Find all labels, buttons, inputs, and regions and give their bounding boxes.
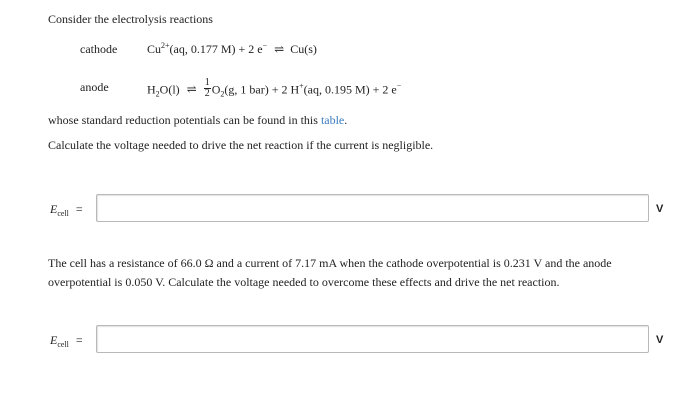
cathode-species: Cu: [147, 42, 162, 56]
ecell-label-1: [50, 202, 83, 217]
oxygen-species: O: [211, 82, 221, 97]
cathode-charge: 2+: [161, 41, 170, 50]
anode-reactant-post: O(l): [159, 82, 180, 97]
hydrogen-charge: +: [299, 81, 304, 91]
table-link[interactable]: table: [320, 113, 345, 127]
equilibrium-arrow-icon: ⇌: [186, 82, 196, 97]
anode-equation: [147, 77, 402, 101]
question-1: Calculate the voltage needed to drive the net reaction if the current is negligible.: [48, 138, 434, 152]
cathode-electron-sign: −: [262, 41, 268, 50]
potentials-note: [48, 113, 347, 128]
unit-label-2: V: [656, 334, 664, 346]
fraction-one-half: [204, 78, 211, 99]
ecell-symbol: E: [50, 333, 58, 347]
cathode-equation: [147, 42, 317, 57]
equals-sign: =: [75, 202, 83, 216]
cathode-conditions: (aq, 0.177 M) + 2 e: [169, 42, 263, 56]
ecell-answer-input-2[interactable]: [96, 325, 649, 353]
oxygen-sub: 2: [220, 89, 225, 99]
cathode-product: Cu(s): [290, 42, 317, 56]
unit-label-1: V: [656, 203, 664, 215]
ecell-answer-input-1[interactable]: [96, 194, 649, 222]
anode-electron-sign: −: [396, 81, 402, 91]
question-2: The cell has a resistance of 66.0 Ω and a current of 7.17 mA when the cathode overpotential is 0.231 V and the anode overpotential is 0.050 V. Calculate the voltage needed to overcome these effects and drive the net reaction.: [48, 256, 612, 289]
ecell-subscript: cell: [57, 340, 69, 349]
fraction-numerator: 1: [204, 77, 210, 88]
anode-label: anode: [80, 80, 109, 94]
equilibrium-arrow-icon: ⇌: [274, 42, 284, 56]
oxygen-conditions: (g, 1 bar) + 2 H: [224, 82, 300, 97]
fraction-denominator: 2: [204, 88, 210, 99]
equals-sign: =: [75, 333, 83, 347]
potentials-period: .: [344, 113, 348, 127]
anode-tail: (aq, 0.195 M) + 2 e: [303, 82, 397, 97]
anode-reactant-sub: 2: [155, 89, 160, 99]
cathode-label: cathode: [80, 42, 118, 56]
ecell-subscript: cell: [57, 209, 69, 218]
potentials-text: whose standard reduction potentials can be found in this: [48, 113, 321, 127]
ecell-symbol: E: [50, 202, 58, 216]
intro-text: Consider the electrolysis reactions: [48, 12, 213, 26]
anode-reactant-pre: H: [147, 82, 156, 97]
ecell-label-2: [50, 333, 83, 348]
